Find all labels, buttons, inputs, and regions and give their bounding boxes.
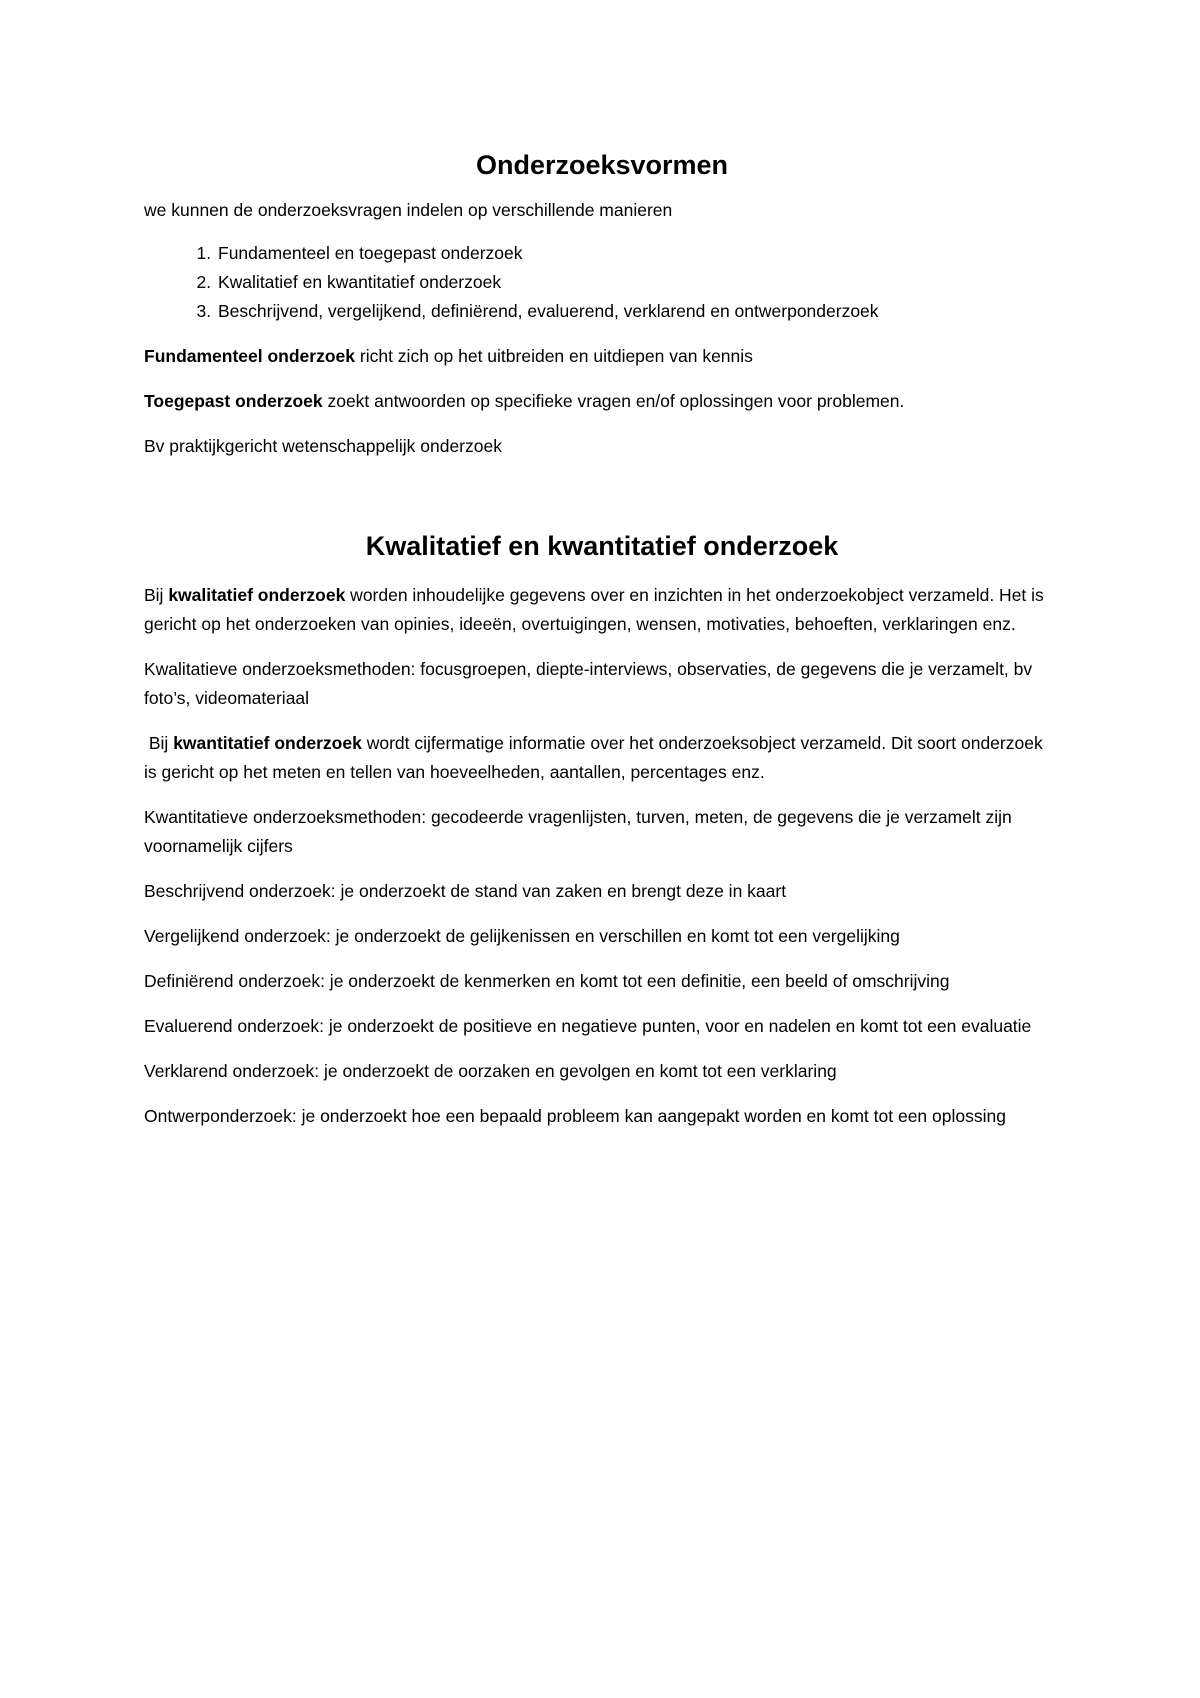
kwalitatief-definition: worden inhoudelijke gegevens over en inzichten in het onderzoekobject verzameld. Het is gericht op het onderzoeken van opinies, ideeën, overtuigingen, wensen, motivaties, behoeften, verklaringen enz. — [144, 585, 1044, 634]
section-title: Kwalitatief en kwantitatief onderzoek — [365, 531, 839, 561]
kwalitatief-paragraph — [144, 581, 1060, 639]
kwalitatief-prefix: Bij — [144, 585, 169, 605]
research-type-paragraph: Vergelijkend onderzoek: je onderzoekt de gelijkenissen en verschillen en komt tot een vergelijking — [144, 926, 900, 946]
research-type-paragraph: Ontwerponderzoek: je onderzoekt hoe een bepaald probleem kan aangepakt worden en komt tot een oplossing — [144, 1106, 1006, 1126]
toegepast-paragraph — [144, 387, 1060, 416]
kwalitatief-methods: Kwalitatieve onderzoeksmethoden: focusgroepen, diepte-interviews, observaties, de gegevens die je verzamelt, bv foto’s, videomateriaal — [144, 659, 1033, 708]
research-type-paragraph: Definiërend onderzoek: je onderzoekt de kenmerken en komt tot een definitie, een beeld of omschrijving — [144, 971, 950, 991]
research-type-paragraph: Verklarend onderzoek: je onderzoekt de oorzaken en gevolgen en komt tot een verklaring — [144, 1061, 837, 1081]
kwantitatief-methods: Kwantitatieve onderzoeksmethoden: gecodeerde vragenlijsten, turven, meten, de gegevens die je verzamelt zijn voornamelijk cijfers — [144, 807, 1012, 856]
kwantitatief-paragraph — [144, 729, 1060, 787]
research-type-paragraph: Beschrijvend onderzoek: je onderzoekt de stand van zaken en brengt deze in kaart — [144, 881, 787, 901]
kwalitatief-term: kwalitatief onderzoek — [168, 585, 346, 605]
fundamenteel-definition: richt zich op het uitbreiden en uitdiepen van kennis — [355, 346, 753, 366]
list-item: 1. Fundamenteel en toegepast onderzoek — [216, 239, 1060, 268]
fundamenteel-paragraph — [144, 342, 1060, 371]
kwantitatief-prefix: Bij — [144, 733, 174, 753]
fundamenteel-term: Fundamenteel onderzoek — [144, 346, 356, 366]
kwantitatief-term: kwantitatief onderzoek — [173, 733, 362, 753]
toegepast-term: Toegepast onderzoek — [144, 391, 323, 411]
toegepast-definition: zoekt antwoorden op specifieke vragen en/of oplossingen voor problemen. — [322, 391, 905, 411]
list-item: 3. Beschrijvend, vergelijkend, definiërend, evaluerend, verklarend en ontwerponderzoek — [216, 297, 1060, 326]
research-type-paragraph: Evaluerend onderzoek: je onderzoekt de positieve en negatieve punten, voor en nadelen en komt tot een evaluatie — [144, 1016, 1032, 1036]
example-text: Bv praktijkgericht wetenschappelijk onderzoek — [144, 436, 502, 456]
list-item: 2. Kwalitatief en kwantitatief onderzoek — [216, 268, 1060, 297]
research-forms-list — [144, 239, 1060, 326]
kwantitatief-definition: wordt cijfermatige informatie over het onderzoeksobject verzameld. Dit soort onderzoek is gericht op het meten en tellen van hoeveelheden, aantallen, percentages enz. — [144, 733, 1043, 782]
page-title: Onderzoeksvormen — [475, 150, 729, 180]
intro-text: we kunnen de onderzoeksvragen indelen op verschillende manieren — [144, 200, 673, 220]
